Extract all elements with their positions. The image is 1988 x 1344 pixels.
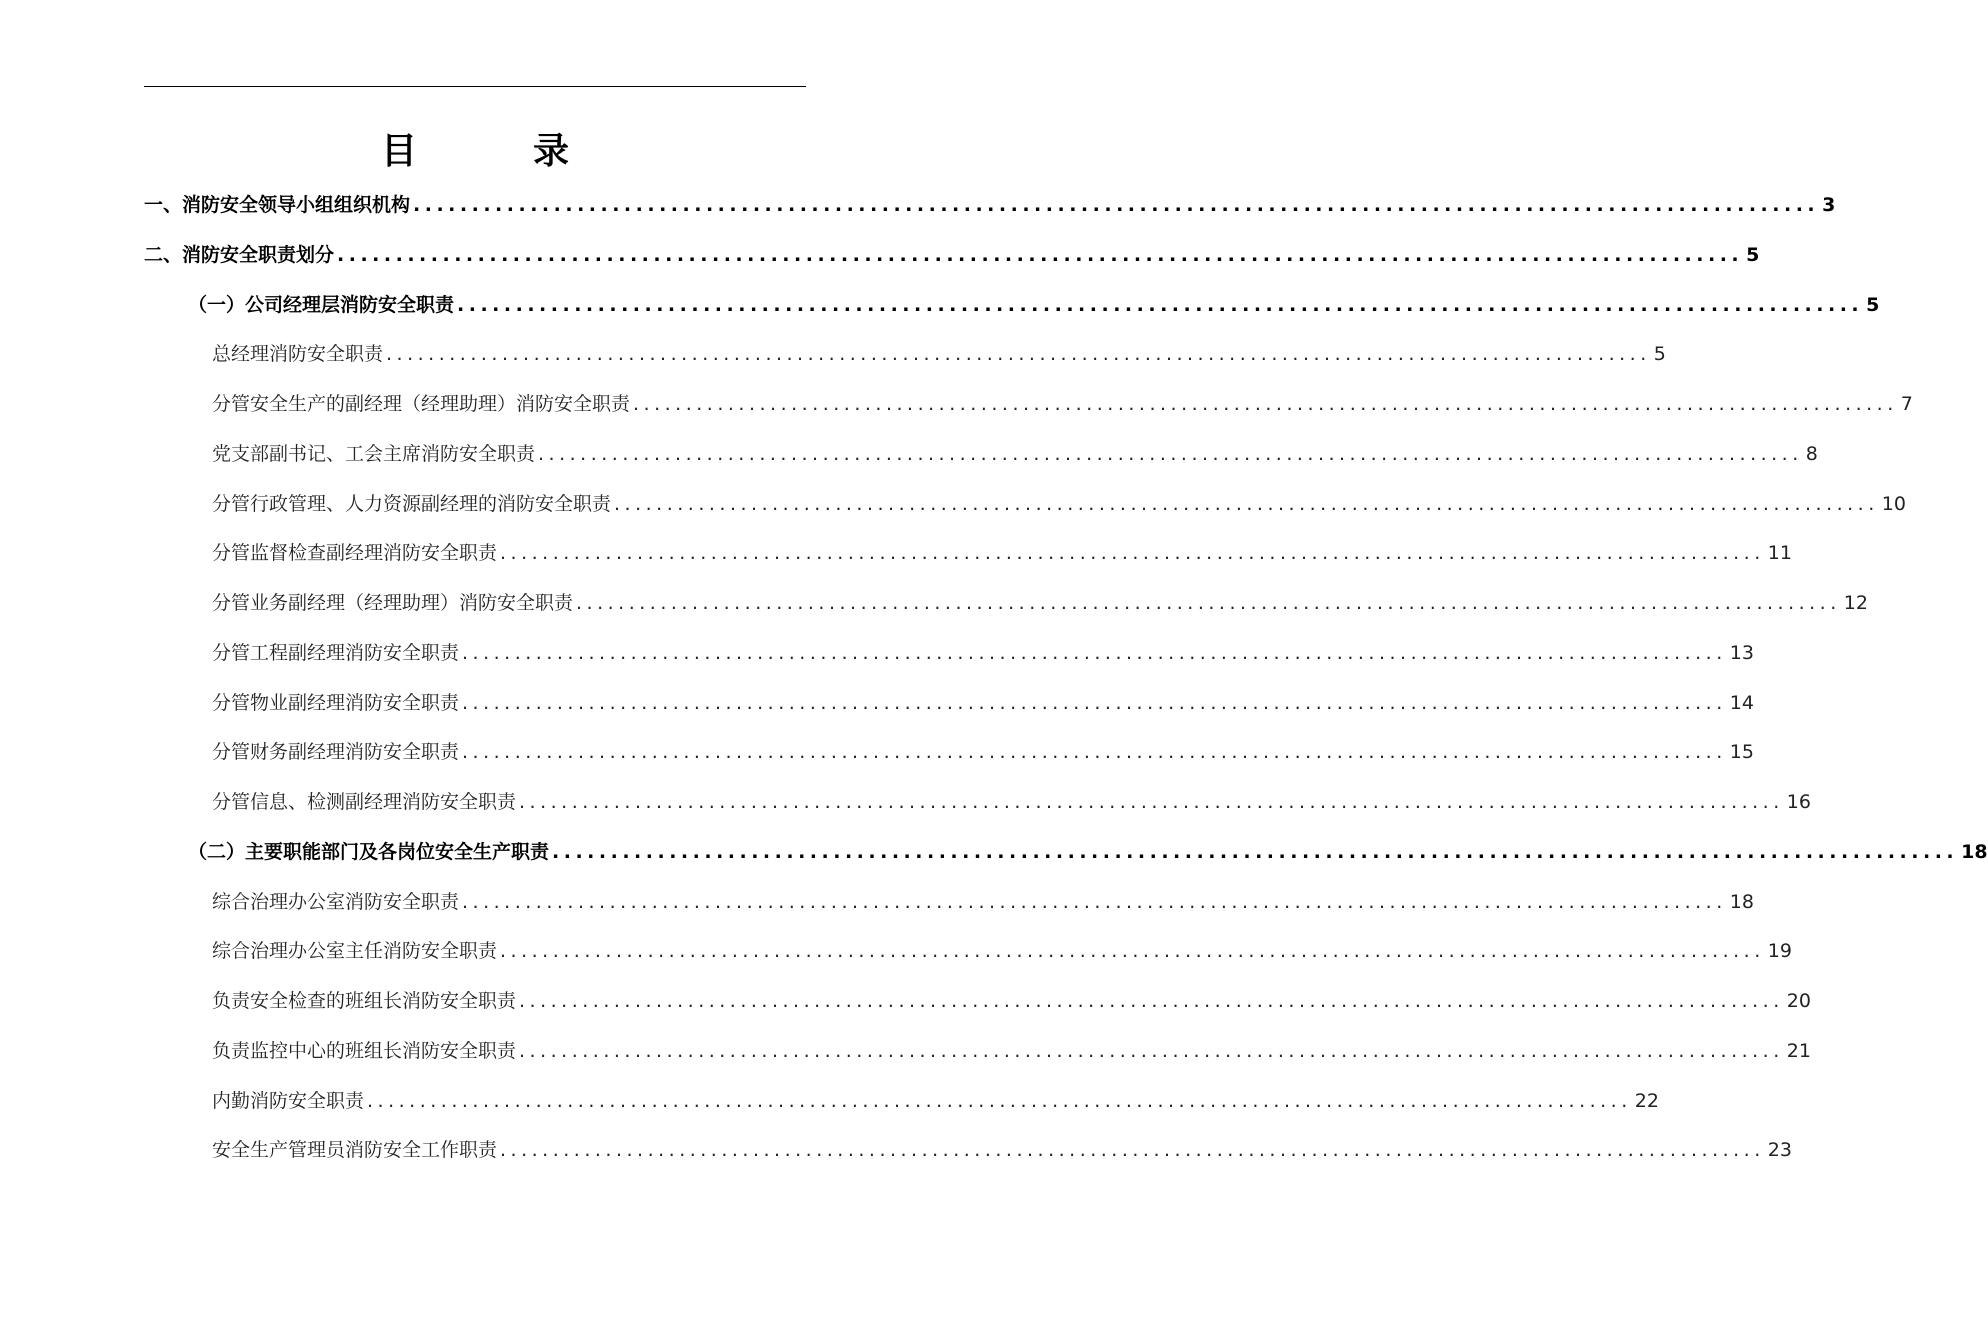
toc-entry-text: 党支部副书记、工会主席消防安全职责 xyxy=(212,443,536,465)
toc-page-number: 7 xyxy=(1900,393,1913,415)
toc-page-number: 21 xyxy=(1786,1040,1811,1062)
toc-entry[interactable] xyxy=(212,1135,1792,1165)
toc-page-number: 16 xyxy=(1786,791,1811,813)
toc-entry[interactable] xyxy=(212,737,1754,767)
toc-page-number: 12 xyxy=(1843,592,1868,614)
toc-dot-leader: ........................................................................................................................ xyxy=(633,393,1898,415)
toc-dot-leader: ........................................................................................................................ xyxy=(462,741,1727,763)
toc-page-number: 5 xyxy=(1866,294,1880,316)
toc-dot-leader: ........................................................................................................................ xyxy=(457,294,1864,316)
toc-dot-leader: ........................................................................................................................ xyxy=(367,1090,1632,1112)
toc-dot-leader: ........................................................................................................................ xyxy=(462,692,1727,714)
toc-dot-leader: ........................................................................................................................ xyxy=(500,542,1765,564)
toc-entry-text: 负责监控中心的班组长消防安全职责 xyxy=(212,1040,517,1062)
toc-entry-text: 综合治理办公室主任消防安全职责 xyxy=(212,940,498,962)
toc-entry-text: 总经理消防安全职责 xyxy=(212,343,384,365)
toc-page-number: 23 xyxy=(1767,1139,1792,1161)
toc-entry[interactable] xyxy=(212,887,1754,917)
toc-entry-text: 分管行政管理、人力资源副经理的消防安全职责 xyxy=(212,493,612,515)
toc-page-number: 3 xyxy=(1822,194,1836,216)
toc-entry[interactable] xyxy=(212,389,1913,419)
toc-dot-leader: ........................................................................................................................ xyxy=(500,1139,1765,1161)
toc-dot-leader: ........................................................................................................................ xyxy=(538,443,1803,465)
toc-entry[interactable] xyxy=(212,638,1754,668)
toc-dot-leader: ........................................................................................................................ xyxy=(413,194,1820,216)
toc-entry-text: 分管安全生产的副经理（经理助理）消防安全职责 xyxy=(212,393,631,415)
toc-page-number: 13 xyxy=(1729,642,1754,664)
toc-entry-text: 二、消防安全职责划分 xyxy=(144,244,335,266)
toc-entry-text: 一、消防安全领导小组组织机构 xyxy=(144,194,411,216)
toc-page-number: 22 xyxy=(1634,1090,1659,1112)
toc-entry[interactable] xyxy=(212,339,1666,369)
toc-entry-text: 分管工程副经理消防安全职责 xyxy=(212,642,460,664)
toc-dot-leader: ........................................................................................................................ xyxy=(614,493,1879,515)
toc-entry[interactable] xyxy=(212,787,1811,817)
toc-dot-leader: ........................................................................................................................ xyxy=(462,642,1727,664)
toc-entry[interactable] xyxy=(212,588,1868,618)
toc-entry[interactable] xyxy=(188,290,1880,320)
toc-page-number: 18 xyxy=(1961,841,1988,863)
toc-entry-text: 安全生产管理员消防安全工作职责 xyxy=(212,1139,498,1161)
toc-entry-text: 分管业务副经理（经理助理）消防安全职责 xyxy=(212,592,574,614)
toc-entry[interactable] xyxy=(212,936,1792,966)
toc-dot-leader: ........................................................................................................................ xyxy=(552,841,1959,863)
toc-entry[interactable] xyxy=(212,1036,1811,1066)
toc-page-number: 5 xyxy=(1653,343,1666,365)
toc-entry[interactable] xyxy=(212,538,1792,568)
toc-entry-text: 分管物业副经理消防安全职责 xyxy=(212,692,460,714)
toc-page-number: 10 xyxy=(1881,493,1906,515)
toc-dot-leader: ........................................................................................................................ xyxy=(519,791,1784,813)
toc-page-number: 20 xyxy=(1786,990,1811,1012)
toc-page-number: 19 xyxy=(1767,940,1792,962)
toc-entry[interactable] xyxy=(212,1086,1659,1116)
toc-entry-text: 负责安全检查的班组长消防安全职责 xyxy=(212,990,517,1012)
toc-page-number: 18 xyxy=(1729,891,1754,913)
toc-page-number: 8 xyxy=(1805,443,1818,465)
toc-page-number: 15 xyxy=(1729,741,1754,763)
toc-entry-text: 综合治理办公室消防安全职责 xyxy=(212,891,460,913)
toc-entry[interactable] xyxy=(188,837,1988,867)
toc-entry[interactable] xyxy=(212,439,1818,469)
toc-page-number: 5 xyxy=(1746,244,1760,266)
toc-entry-text: 分管监督检查副经理消防安全职责 xyxy=(212,542,498,564)
toc-page-number: 14 xyxy=(1729,692,1754,714)
toc-dot-leader: ........................................................................................................................ xyxy=(576,592,1841,614)
toc-entry-text: （一）公司经理层消防安全职责 xyxy=(188,294,455,316)
toc-dot-leader: ........................................................................................................................ xyxy=(519,990,1784,1012)
toc-title-text: 目 录 xyxy=(380,131,609,172)
toc-entry-text: 分管财务副经理消防安全职责 xyxy=(212,741,460,763)
toc-page-number: 11 xyxy=(1767,542,1792,564)
toc-entry[interactable] xyxy=(144,190,1836,220)
toc-dot-leader: ........................................................................................................................ xyxy=(337,244,1744,266)
toc-entry[interactable] xyxy=(144,240,1760,270)
toc-entry[interactable] xyxy=(212,489,1906,519)
toc-dot-leader: ........................................................................................................................ xyxy=(519,1040,1784,1062)
toc-entry-text: （二）主要职能部门及各岗位安全生产职责 xyxy=(188,841,550,863)
toc-entry-text: 内勤消防安全职责 xyxy=(212,1090,365,1112)
toc-title xyxy=(0,126,950,178)
toc-entry[interactable] xyxy=(212,986,1811,1016)
header-rule xyxy=(144,86,806,87)
toc-dot-leader: ........................................................................................................................ xyxy=(462,891,1727,913)
toc-dot-leader: ........................................................................................................................ xyxy=(500,940,1765,962)
toc-entry[interactable] xyxy=(212,688,1754,718)
toc-entry-text: 分管信息、检测副经理消防安全职责 xyxy=(212,791,517,813)
toc-dot-leader: ........................................................................................................................ xyxy=(386,343,1651,365)
